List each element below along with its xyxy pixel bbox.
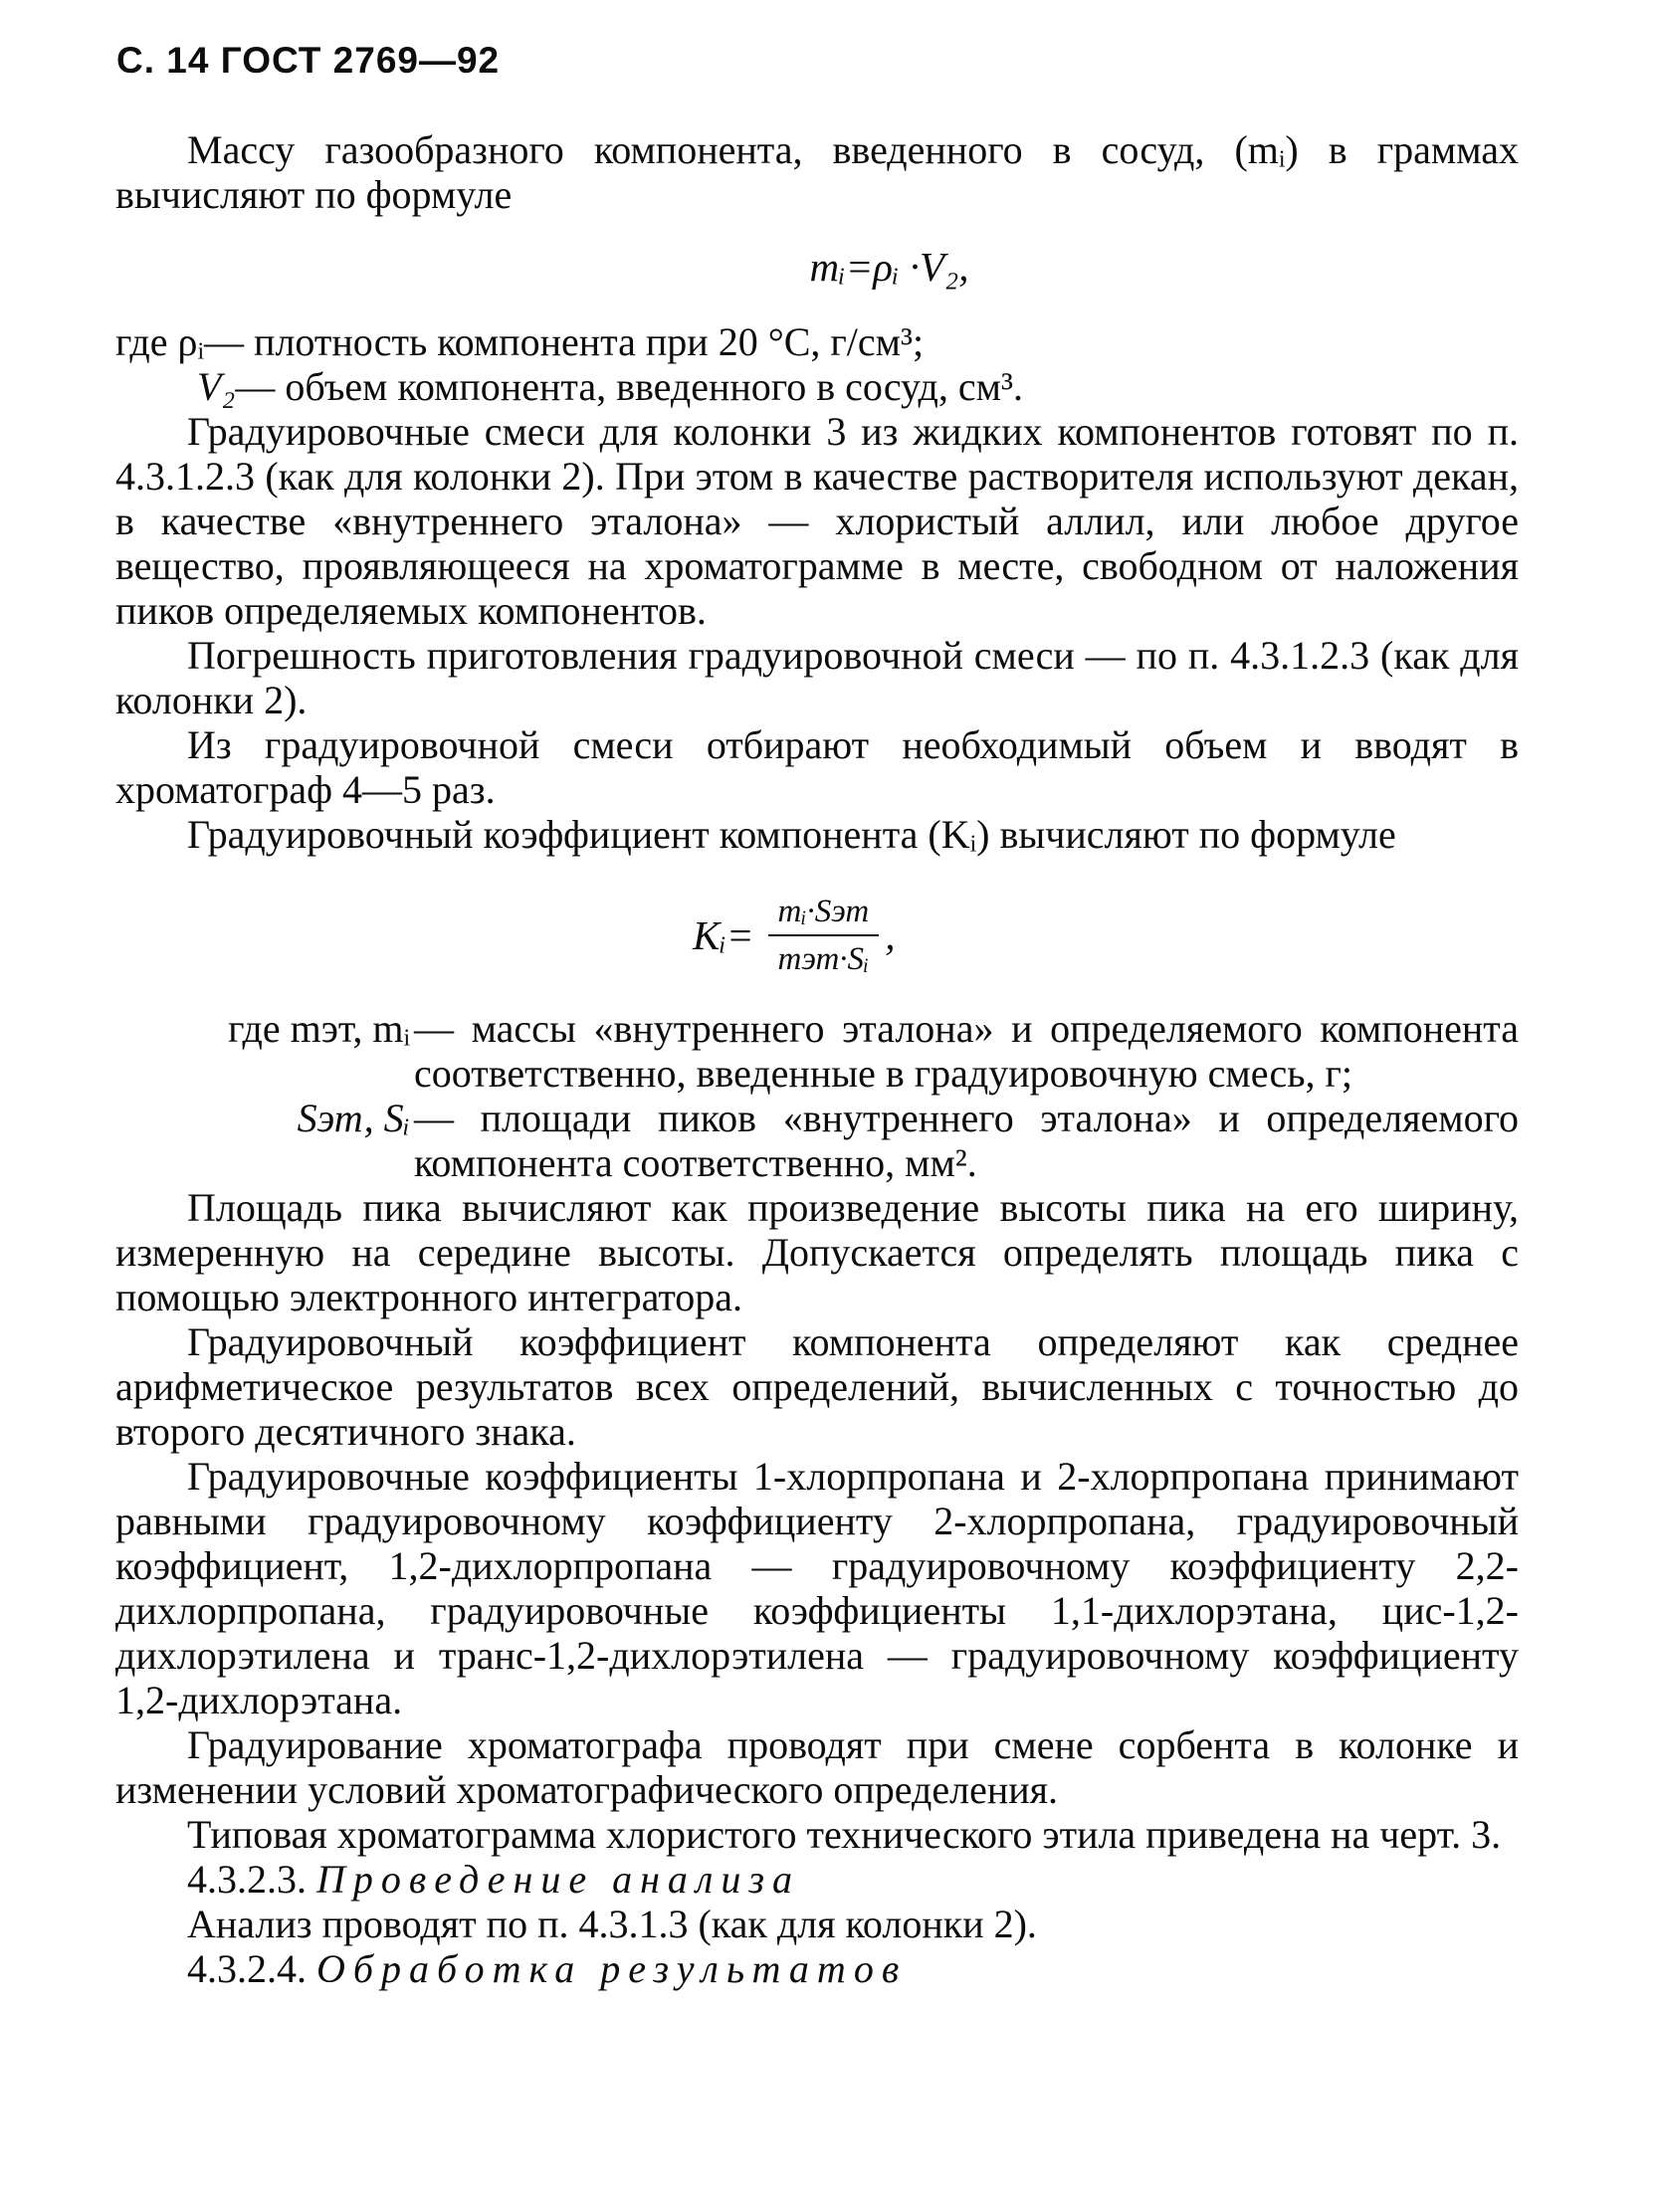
section-heading-results bbox=[115, 1946, 1519, 1991]
page-content bbox=[115, 127, 1519, 1991]
definition-row bbox=[115, 1006, 1519, 1096]
formula-denominator: mэт·Sᵢ bbox=[768, 934, 880, 978]
section-title: Проведение анализа bbox=[316, 1857, 800, 1902]
definition-row bbox=[115, 364, 1519, 409]
formula-coefficient-lhs: Kᵢ= bbox=[693, 911, 754, 958]
definition-term: где ρᵢ bbox=[115, 319, 205, 364]
definition-text: — площади пиков «внутреннего эталона» и определяемого компонента соответственно, мм². bbox=[414, 1096, 1519, 1185]
paragraph-coefficient: Градуировочный коэффициент компонента (Kᵢ) вычисляют по формуле bbox=[187, 812, 1396, 857]
definition-row bbox=[115, 1096, 1519, 1185]
definitions-list bbox=[115, 1006, 1519, 1185]
page-header: С. 14 ГОСТ 2769—92 bbox=[116, 40, 501, 81]
formula-coefficient bbox=[115, 893, 1519, 978]
formula-mass-lhs: mᵢ bbox=[809, 244, 846, 290]
section-number: 4.3.2.3. bbox=[187, 1857, 307, 1902]
definition-row bbox=[115, 319, 1519, 364]
section-number: 4.3.2.4. bbox=[187, 1946, 307, 1991]
paragraph-mass-gas: Массу газообразного компонента, введенного в сосуд, (mᵢ) в граммах вычисляют по формуле bbox=[115, 127, 1519, 217]
definition-term: Sэт, Sᵢ bbox=[297, 1096, 410, 1140]
formula-numerator: mᵢ·Sэт bbox=[777, 894, 870, 929]
definition-text: — массы «внутреннего эталона» и определяемого компонента соответственно, введенные в градуировочную смесь, г; bbox=[414, 1006, 1519, 1096]
definition-text: — объем компонента, введенного в сосуд, см³. bbox=[235, 364, 1023, 409]
paragraph-average: Градуировочный коэффициент компонента определяют как среднее арифметическое результатов всех определений, вычисленных с точностью до второго десятичного знака. bbox=[115, 1319, 1519, 1454]
formula-fraction bbox=[768, 893, 880, 978]
section-title: Обработка результатов bbox=[316, 1946, 908, 1991]
definition-term: где mэт, mᵢ bbox=[228, 1006, 410, 1051]
paragraph-liquid-mixtures: Градуировочные смеси для колонки 3 из жидких компонентов готовят по п. 4.3.1.2.3 (как для колонки 2). При этом в качестве растворителя используют декан, в качестве «внутреннего эталона» — хлористый аллил, или любое другое вещество, проявляющееся на хроматограмме в месте, свободном от наложения пиков определяемых компонентов. bbox=[115, 409, 1519, 633]
section-heading-analysis bbox=[115, 1857, 1519, 1902]
formula-mass bbox=[115, 245, 1519, 290]
paragraph-sampling: Из градуировочной смеси отбирают необходимый объем и вводят в хроматограф 4—5 раз. bbox=[115, 722, 1519, 812]
paragraph-error: Погрешность приготовления градуировочной смеси — по п. 4.3.1.2.3 (как для колонки 2). bbox=[115, 633, 1519, 722]
paragraph-peak-area: Площадь пика вычисляют как произведение высоты пика на его ширину, измеренную на середине высоты. Допускается определять площадь пика с помощью электронного интегратора. bbox=[115, 1185, 1519, 1319]
formula-mass-rhs: =ρᵢ ·V₂, bbox=[845, 244, 969, 290]
definition-text: — плотность компонента при 20 °С, г/см³; bbox=[204, 319, 925, 364]
formula-tail: , bbox=[885, 911, 896, 958]
paragraph-calibration: Градуирование хроматографа проводят при смене сорбента в колонке и изменении условий хроматографического определения. bbox=[115, 1722, 1519, 1812]
definition-term: V₂ bbox=[197, 364, 236, 409]
paragraph-analysis: Анализ проводят по п. 4.3.1.3 (как для колонки 2). bbox=[187, 1902, 1037, 1946]
paragraph-chromatogram: Типовая хроматограмма хлористого технического этила приведена на черт. 3. bbox=[187, 1812, 1502, 1857]
paragraph-coefficients-list: Градуировочные коэффициенты 1-хлорпропана и 2-хлорпропана принимают равными градуировочному коэффициенту 2-хлорпропана, градуировочный коэффициент, 1,2-дихлорпропана — градуировочному коэффициенту 2,2-дихлорпропана, градуировочные коэффициенты 1,1-дихлорэтана, цис-1,2-дихлорэтилена и транс-1,2-дихлорэтилена — градуировочному коэффициенту 1,2-дихлорэтана. bbox=[115, 1454, 1519, 1722]
